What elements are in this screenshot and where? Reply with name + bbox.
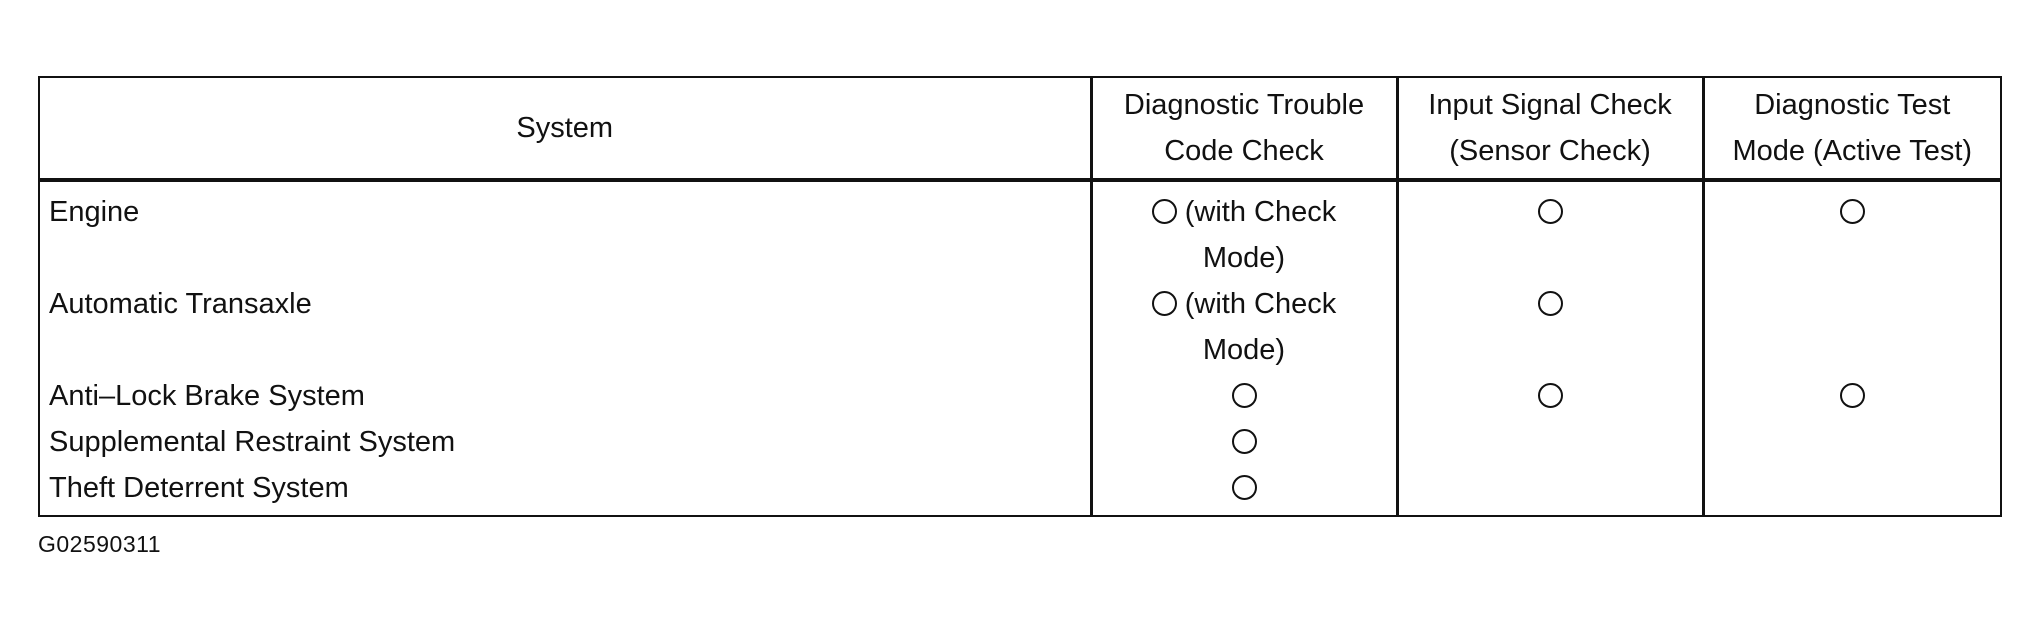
system-name: Anti–Lock Brake System	[39, 373, 1091, 419]
dtc-note-continued: Mode)	[1202, 242, 1286, 274]
check-circle-icon	[1232, 383, 1257, 408]
dtc-cell	[1091, 373, 1397, 419]
input-signal-cell	[1397, 465, 1703, 516]
table-row	[39, 180, 2001, 281]
dtc-mark-with-note	[1152, 189, 1337, 281]
input-signal-cell	[1397, 281, 1703, 373]
figure-id: G02590311	[38, 531, 162, 557]
table-header-row	[39, 77, 2001, 180]
header-system: System	[39, 77, 1091, 180]
system-name: Engine	[39, 180, 1091, 281]
system-name: Automatic Transaxle	[39, 281, 1091, 373]
check-circle-icon	[1538, 199, 1563, 224]
input-signal-cell	[1397, 419, 1703, 465]
active-test-cell	[1703, 281, 2001, 373]
system-name: Supplemental Restraint System	[39, 419, 1091, 465]
active-test-cell	[1703, 419, 2001, 465]
dtc-mark-with-note	[1152, 281, 1337, 373]
table-row	[39, 373, 2001, 419]
diagnostic-table	[38, 76, 2002, 517]
check-circle-icon	[1152, 291, 1177, 316]
active-test-cell	[1703, 465, 2001, 516]
active-test-cell	[1703, 180, 2001, 281]
check-circle-icon	[1538, 291, 1563, 316]
dtc-cell	[1091, 180, 1397, 281]
check-circle-icon	[1232, 475, 1257, 500]
dtc-line-1	[1152, 196, 1337, 228]
diagnostic-function-table	[38, 76, 2002, 517]
table-row	[39, 281, 2001, 373]
input-signal-cell	[1397, 180, 1703, 281]
dtc-cell	[1091, 465, 1397, 516]
check-circle-icon	[1840, 199, 1865, 224]
table-row	[39, 465, 2001, 516]
header-dtc-check: Diagnostic Trouble Code Check	[1091, 77, 1397, 180]
active-test-cell	[1703, 373, 2001, 419]
system-name: Theft Deterrent System	[39, 465, 1091, 516]
dtc-cell	[1091, 281, 1397, 373]
dtc-line-1	[1152, 288, 1337, 320]
dtc-note-continued: Mode)	[1202, 334, 1286, 366]
dtc-note: (with Check	[1184, 288, 1337, 320]
input-signal-cell	[1397, 373, 1703, 419]
check-circle-icon	[1232, 429, 1257, 454]
check-circle-icon	[1538, 383, 1563, 408]
dtc-note: (with Check	[1184, 196, 1337, 228]
check-circle-icon	[1840, 383, 1865, 408]
dtc-cell	[1091, 419, 1397, 465]
header-input-signal-check: Input Signal Check (Sensor Check)	[1397, 77, 1703, 180]
header-active-test: Diagnostic Test Mode (Active Test)	[1703, 77, 2001, 180]
table-row	[39, 419, 2001, 465]
check-circle-icon	[1152, 199, 1177, 224]
